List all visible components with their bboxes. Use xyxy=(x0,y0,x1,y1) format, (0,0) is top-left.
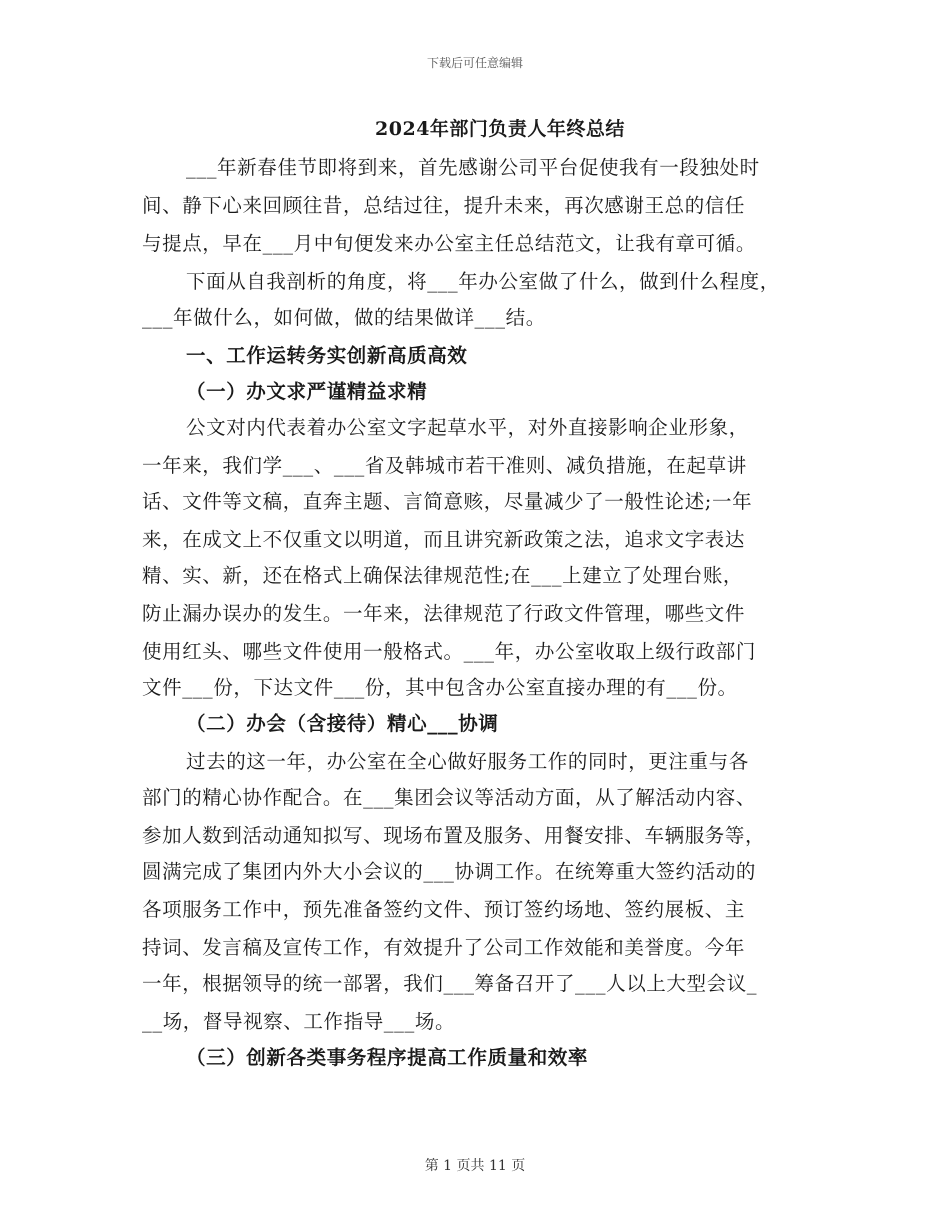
paragraph-line: 一年来，我们学___、___省及韩城市若干准则、减负措施，在起草讲 xyxy=(142,454,747,477)
paragraph-line: ___年做什么，如何做，做的结果做详___结。 xyxy=(142,306,546,329)
paragraph-line: __场，督导视察、工作指导___场。 xyxy=(142,1010,456,1033)
page-header-note: 下载后可任意编辑 xyxy=(426,56,523,70)
paragraph-line: 使用红头、哪些文件使用一般格式。___年，办公室收取上级行政部门 xyxy=(142,640,756,663)
paragraph-line: 各项服务工作中，预先准备签约文件、预订签约场地、签约展板、主 xyxy=(142,898,746,921)
paragraph-line: 来，在成文上不仅重文以明道，而且讲究新政策之法，追求文字表达 xyxy=(142,528,746,551)
paragraph-line: 部门的精心协作配合。在___集团会议等活动方面，从了解活动内容、 xyxy=(142,786,756,809)
section-heading: 一、工作运转务实创新高质高效 xyxy=(186,344,468,367)
paragraph-line: 一年，根据领导的统一部署，我们___筹备召开了___人以上大型会议_ xyxy=(142,972,758,995)
paragraph-line: 下面从自我剖析的角度，将___年办公室做了什么，做到什么程度， xyxy=(186,270,780,293)
paragraph-line: 精、实、新，还在格式上确保法律规范性;在___上建立了处理台账， xyxy=(142,564,744,587)
paragraph-line: 话、文件等文稿，直奔主题、言简意赅，尽量减少了一般性论述;一年 xyxy=(142,490,753,513)
paragraph-line: 文件___份，下达文件___份，其中包含办公室直接办理的有___份。 xyxy=(142,676,738,699)
paragraph-line: 圆满完成了集团内外大小会议的___协调工作。在统筹重大签约活动的 xyxy=(142,860,756,883)
paragraph-line: 与提点，早在___月中旬便发来办公室主任总结范文，让我有章可循。 xyxy=(142,232,756,255)
subsection-heading: （三）创新各类事务程序提高工作质量和效率 xyxy=(186,1046,589,1069)
page-number-footer: 第 1 页共 11 页 xyxy=(424,1158,526,1174)
paragraph-line: 过去的这一年，办公室在全心做好服务工作的同时，更注重与各 xyxy=(186,750,749,773)
paragraph-line: 公文对内代表着办公室文字起草水平，对外直接影响企业形象， xyxy=(186,416,749,439)
subsection-heading: （一）办文求严谨精益求精 xyxy=(186,380,428,403)
document-title: 2024年部门负责人年终总结 xyxy=(375,118,625,140)
paragraph-line: ___年新春佳节即将到来，首先感谢公司平台促使我有一段独处时 xyxy=(186,156,760,179)
paragraph-line: 持词、发言稿及宣传工作，有效提升了公司工作效能和美誉度。今年 xyxy=(142,936,746,959)
paragraph-line: 防止漏办误办的发生。一年来，法律规范了行政文件管理，哪些文件 xyxy=(142,602,746,625)
paragraph-line: 间、静下心来回顾往昔，总结过往，提升未来，再次感谢王总的信任 xyxy=(142,194,746,217)
subsection-heading: （二）办会（含接待）精心___协调 xyxy=(186,712,499,735)
paragraph-line: 参加人数到活动通知拟写、现场布置及服务、用餐安排、车辆服务等， xyxy=(142,824,766,847)
